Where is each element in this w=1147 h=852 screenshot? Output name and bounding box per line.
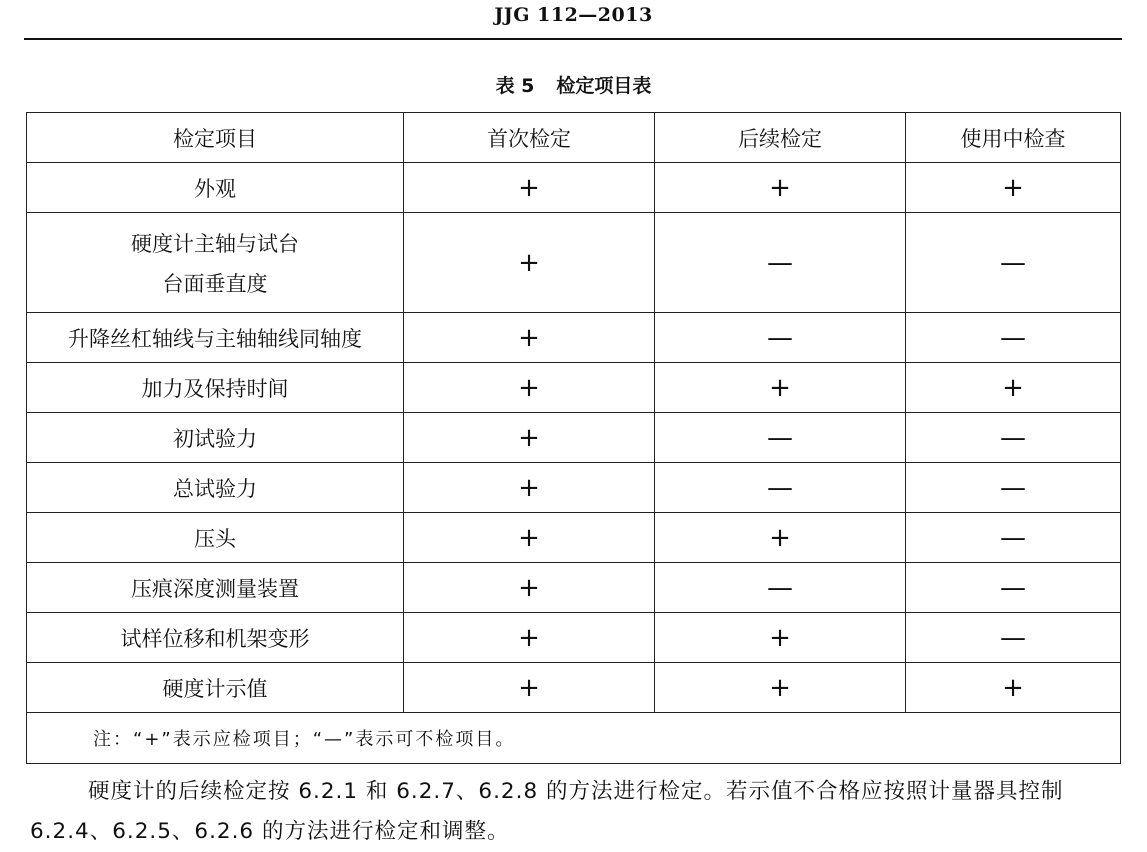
item-cell-line-2: 台面垂直度: [162, 271, 268, 296]
in-use-check-cell: —: [906, 213, 1121, 313]
table-row: [27, 663, 1121, 713]
item-cell: 压痕深度测量装置: [27, 563, 404, 613]
first-verification-cell: +: [404, 313, 655, 363]
in-use-check-cell: —: [906, 513, 1121, 563]
table-number: 表 5: [495, 75, 535, 97]
table-row: [27, 613, 1121, 663]
table-row: [27, 363, 1121, 413]
table-header-row: [27, 113, 1121, 163]
first-verification-cell: +: [404, 213, 655, 313]
in-use-check-cell: +: [906, 363, 1121, 413]
table-row: [27, 513, 1121, 563]
in-use-check-cell: +: [906, 663, 1121, 713]
in-use-check-cell: —: [906, 413, 1121, 463]
first-verification-cell: +: [404, 563, 655, 613]
table-row: [27, 413, 1121, 463]
first-verification-cell: +: [404, 363, 655, 413]
item-cell: 加力及保持时间: [27, 363, 404, 413]
subsequent-verification-cell: —: [655, 313, 906, 363]
first-verification-cell: +: [404, 663, 655, 713]
item-cell: 外观: [27, 163, 404, 213]
subsequent-verification-cell: —: [655, 563, 906, 613]
in-use-check-cell: —: [906, 313, 1121, 363]
in-use-check-cell: —: [906, 563, 1121, 613]
header-rule: [24, 38, 1122, 40]
subsequent-verification-cell: +: [655, 363, 906, 413]
first-verification-cell: +: [404, 513, 655, 563]
first-verification-cell: +: [404, 163, 655, 213]
column-header-item: 检定项目: [27, 113, 404, 163]
column-header-first: 首次检定: [404, 113, 655, 163]
body-paragraph: 硬度计的后续检定按 6.2.1 和 6.2.7、6.2.8 的方法进行检定。若示值不合格应按照计量器具控制 6.2.4、6.2.5、6.2.6 的方法进行检定和调整。: [30, 779, 1064, 844]
item-cell: 升降丝杠轴线与主轴轴线同轴度: [27, 313, 404, 363]
table-caption: [0, 71, 1147, 98]
subsequent-verification-cell: +: [655, 163, 906, 213]
table-note: 注：“+”表示应检项目；“—”表示可不检项目。: [27, 713, 1121, 764]
first-verification-cell: +: [404, 413, 655, 463]
item-cell-line-1: 硬度计主轴与试台: [131, 231, 299, 256]
table-row: [27, 463, 1121, 513]
first-verification-cell: +: [404, 613, 655, 663]
subsequent-verification-cell: —: [655, 413, 906, 463]
item-cell: 初试验力: [27, 413, 404, 463]
item-cell: 总试验力: [27, 463, 404, 513]
in-use-check-cell: —: [906, 463, 1121, 513]
table-row: [27, 563, 1121, 613]
subsequent-verification-cell: +: [655, 663, 906, 713]
document-code: JJG 112—2013: [494, 4, 653, 26]
table-row: [27, 213, 1121, 313]
table-row: [27, 163, 1121, 213]
subsequent-verification-cell: +: [655, 613, 906, 663]
subsequent-verification-cell: —: [655, 463, 906, 513]
table-title: 检定项目表: [556, 75, 652, 97]
table-row: [27, 313, 1121, 363]
item-cell: 压头: [27, 513, 404, 563]
first-verification-cell: +: [404, 463, 655, 513]
item-cell: [27, 213, 404, 313]
item-cell: 试样位移和机架变形: [27, 613, 404, 663]
in-use-check-cell: —: [906, 613, 1121, 663]
table-note-row: [27, 713, 1121, 764]
item-cell: 硬度计示值: [27, 663, 404, 713]
column-header-in-use: 使用中检查: [906, 113, 1121, 163]
in-use-check-cell: +: [906, 163, 1121, 213]
column-header-subsequent: 后续检定: [655, 113, 906, 163]
subsequent-verification-cell: +: [655, 513, 906, 563]
page-header: [0, 0, 1147, 40]
verification-items-table: [26, 112, 1121, 764]
subsequent-verification-cell: —: [655, 213, 906, 313]
